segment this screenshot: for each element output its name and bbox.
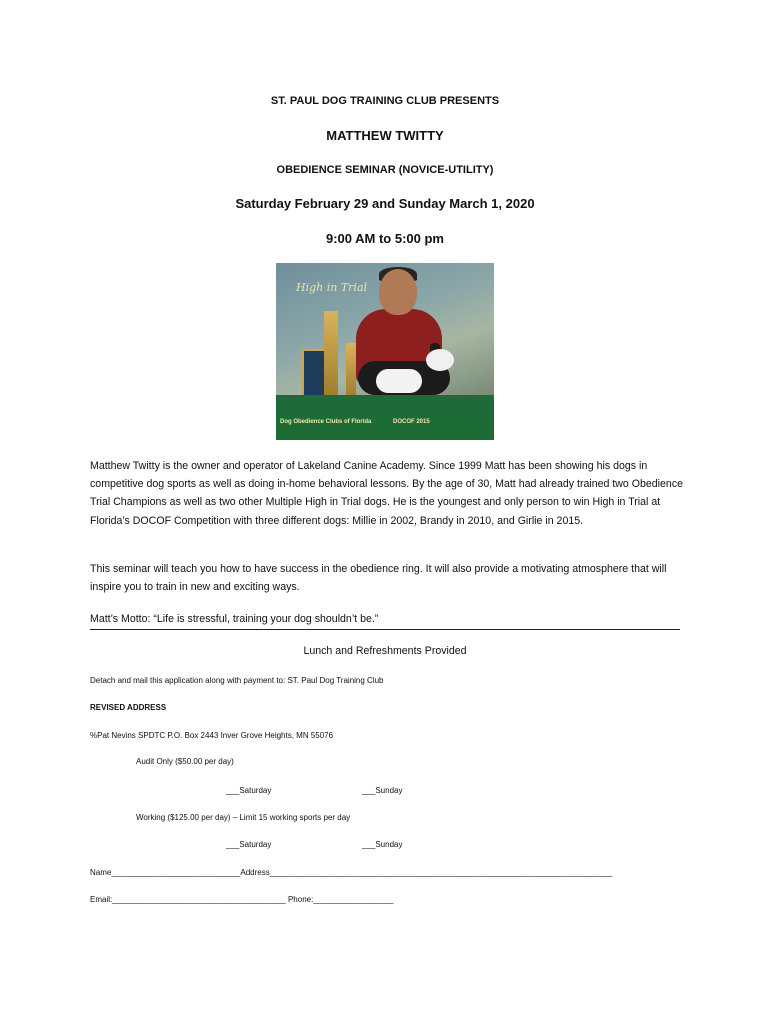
mailing-address: %Pat Nevins SPDTC P.O. Box 2443 Inver Grove Heights, MN 55076: [90, 731, 334, 740]
revised-address-label: REVISED ADDRESS: [90, 703, 167, 712]
seminar-times: 9:00 AM to 5:00 pm: [326, 231, 444, 246]
photo-banner: [276, 417, 494, 440]
photo-table: [276, 395, 494, 417]
working-saturday-field[interactable]: ___Saturday: [226, 840, 272, 849]
audit-saturday-field[interactable]: ___Saturday: [226, 786, 272, 795]
seminar-description: This seminar will teach you how to have success in the obedience ring. It will also provide a motivating atmosphere that will inspire you to train in new and exciting ways.: [90, 563, 667, 594]
working-option: Working ($125.00 per day) – Limit 15 working sports per day: [136, 813, 351, 822]
banner-right-text: DOCOF 2015: [393, 419, 430, 425]
audit-sunday-field[interactable]: ___Sunday: [362, 786, 403, 795]
bio-paragraph: Matthew Twitty is the owner and operator of Lakeland Canine Academy. Since 1999 Matt has been showing his dogs in competitive dog sports as well as doing in-home behavioral lessons. By the age of 30, Matt had already trained two Obedience Trial Champions as well as two other Multiple High in Trial dogs. He is the youngest and only person to win High in Trial at Florida’s DOCOF Competition with three different dogs: Millie in 2002, Brandy in 2010, and Girlie in 2015.: [90, 460, 684, 527]
mail-instructions: Detach and mail this application along with payment to: ST. Paul Dog Training Club: [90, 676, 384, 685]
section-divider: [90, 629, 680, 630]
person-head: [379, 269, 417, 315]
name-address-field[interactable]: Name_____________________________Address_____________________________________________________________________________: [90, 868, 613, 877]
working-sunday-field[interactable]: ___Sunday: [362, 840, 403, 849]
email-phone-field[interactable]: Email:_______________________________________ Phone:__________________: [90, 895, 394, 904]
audit-option: Audit Only ($50.00 per day): [136, 757, 234, 766]
banner-left-text: Dog Obedience Clubs of Florida: [280, 419, 372, 425]
trophy-icon: [346, 343, 356, 401]
trophy-icon: [324, 311, 338, 401]
seminar-title: OBEDIENCE SEMINAR (NOVICE-UTILITY): [276, 164, 494, 176]
dog-marking: [376, 369, 422, 393]
presenter-heading: ST. PAUL DOG TRAINING CLUB PRESENTS: [270, 95, 500, 107]
motto-line: Matt’s Motto: “Life is stressful, training your dog shouldn’t be.”: [90, 613, 379, 625]
speaker-photo: [276, 263, 494, 440]
speaker-name: MATTHEW TWITTY: [326, 128, 444, 143]
lunch-note: Lunch and Refreshments Provided: [303, 645, 467, 657]
dog-head: [426, 349, 454, 371]
photo-caption: High in Trial: [296, 281, 368, 294]
seminar-dates: Saturday February 29 and Sunday March 1, 2020: [235, 196, 535, 211]
